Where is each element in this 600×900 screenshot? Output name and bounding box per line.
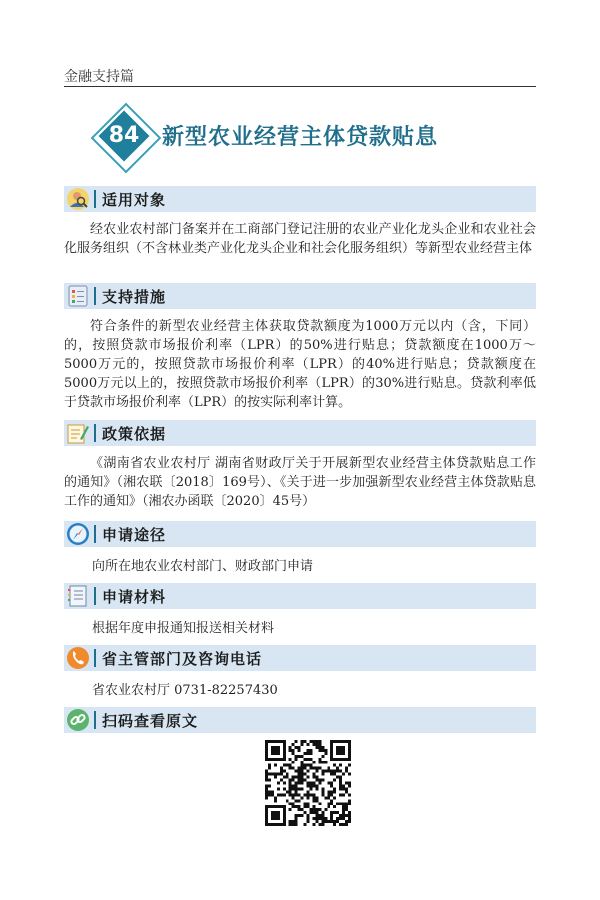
section-materials (64, 583, 536, 609)
section-contact (64, 645, 536, 671)
section-title: 支持措施 (102, 288, 167, 306)
section-divider (94, 649, 96, 667)
section-divider (94, 190, 96, 208)
section-title: 扫码查看原文 (102, 712, 199, 730)
section-target (64, 186, 536, 212)
section-title: 申请材料 (102, 588, 167, 606)
materials-text: 根据年度申报通知报送相关材料 (92, 621, 275, 636)
notebook-icon (66, 584, 90, 608)
section-title: 省主管部门及咨询电话 (102, 650, 263, 668)
section-divider (94, 424, 96, 442)
section-divider (94, 525, 96, 543)
section-channel (64, 521, 536, 547)
section-scan (64, 707, 536, 733)
section-measures (64, 283, 536, 309)
title-block (94, 106, 534, 168)
section-basis (64, 420, 536, 446)
channel-text: 向所在地农业农村部门、财政部门申请 (92, 559, 314, 574)
measures-text: 符合条件的新型农业经营主体获取贷款额度为1000万元以内（含，下同）的，按照贷款市场报价利率（LPR）的50%进行贴息；贷款额度在1000万～5000万元的，按照贷款市场报价利率（LPR）的40%进行贴息；贷款额度在5000万元以上的，按照贷款市场报价利率（LPR）的30%进行贴息。贷款利率低于贷款市场报价利率（LPR）的按实际利率计算。 (64, 319, 536, 410)
page-header: 金融支持篇 (64, 69, 134, 85)
section-divider (94, 587, 96, 605)
person-search-icon (66, 187, 90, 211)
target-text: 经农业农村部门备案并在工商部门登记注册的农业产业化龙头企业和农业社会化服务组织（不含林业类产业化龙头企业和社会化服务组织）等新型农业经营主体 (64, 222, 536, 256)
section-divider (94, 711, 96, 729)
compass-icon (66, 522, 90, 546)
page-title: 新型农业经营主体贷款贴息 (162, 124, 439, 150)
link-icon (66, 708, 90, 732)
item-number: 84 (108, 123, 140, 148)
basis-text: 《湖南省农业农村厅 湖南省财政厅关于开展新型农业经营主体贷款贴息工作的通知》（湘农联〔2018〕169号）、《关于进一步加强新型农业经营主体贷款贴息工作的通知》（湘农办函联〔2020〕45号） (64, 456, 536, 509)
section-divider (94, 287, 96, 305)
section-title: 适用对象 (102, 191, 167, 209)
list-icon (66, 284, 90, 308)
contact-text: 省农业农村厅 0731-82257430 (92, 683, 278, 698)
phone-icon (66, 646, 90, 670)
document-pen-icon (66, 421, 90, 445)
section-title: 政策依据 (102, 425, 167, 443)
header-divider (64, 86, 536, 87)
qr-code[interactable] (265, 740, 351, 826)
section-title: 申请途径 (102, 526, 167, 544)
